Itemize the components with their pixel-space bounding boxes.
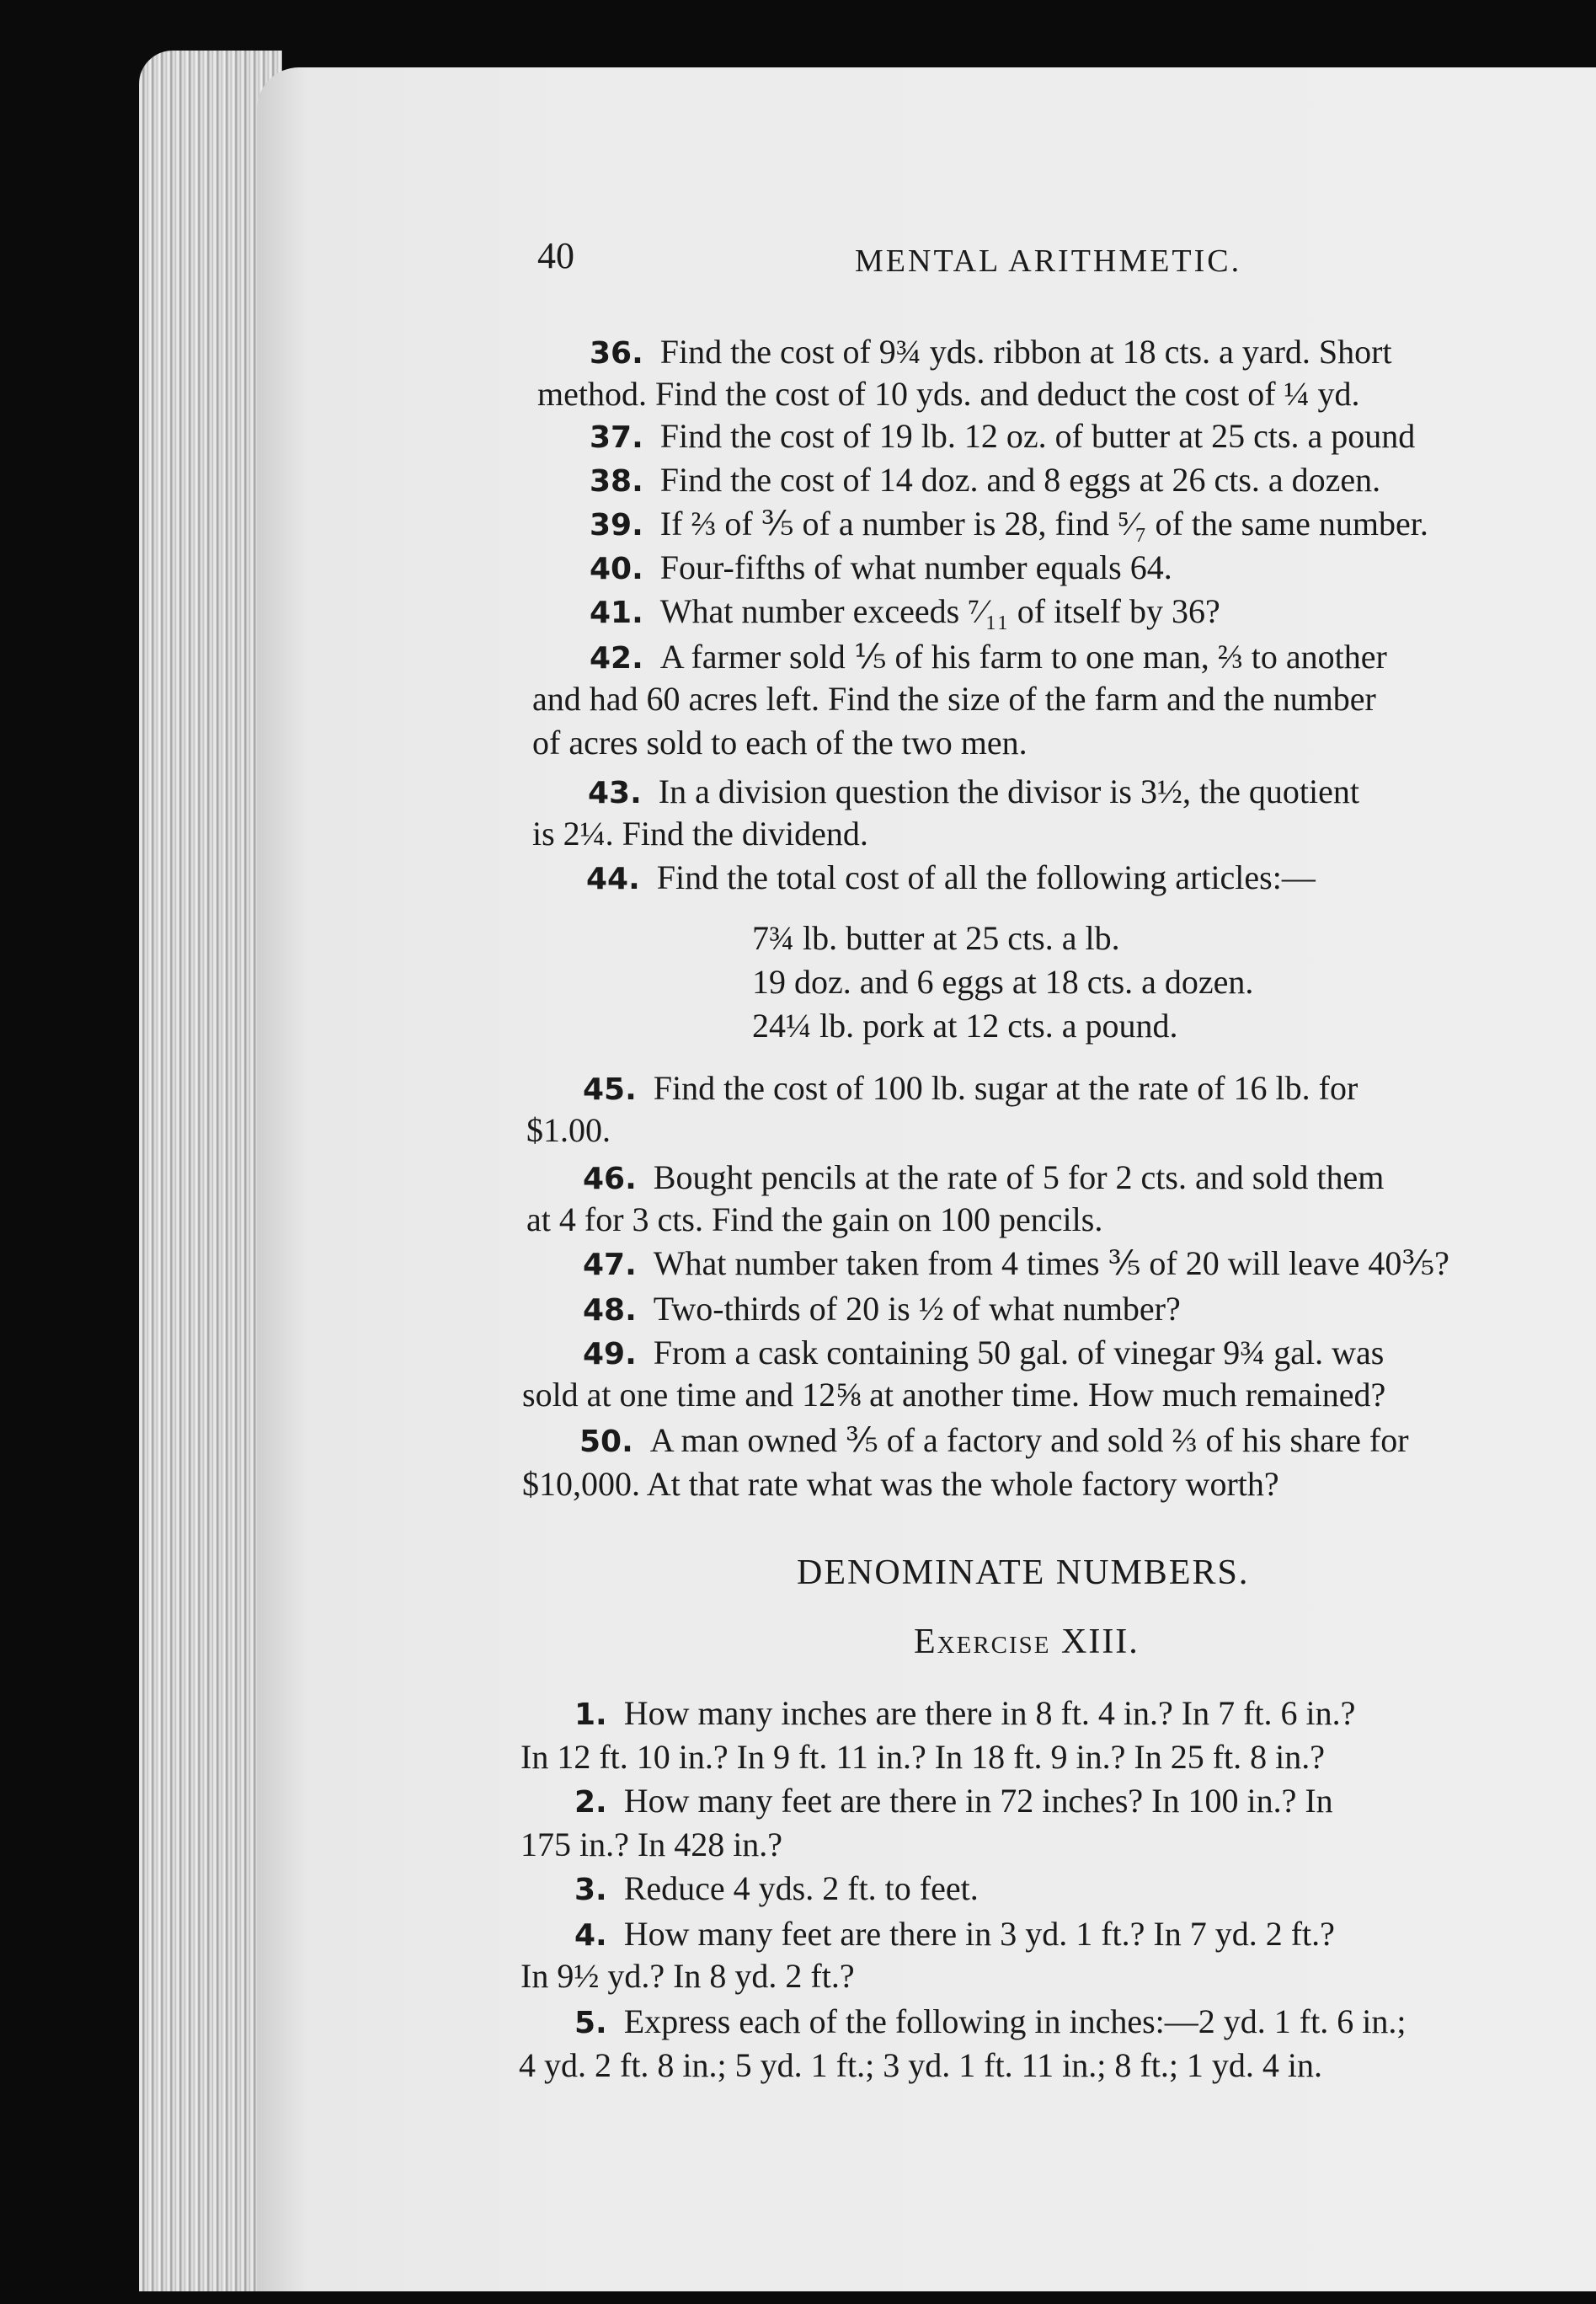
problem-44: 44. Find the total cost of all the following articles:— bbox=[586, 858, 1316, 896]
problem-50-cont: $10,000. At that rate what was the whole factory worth? bbox=[522, 1465, 1279, 1503]
page-number: 40 bbox=[537, 235, 574, 276]
page-header bbox=[0, 234, 1596, 285]
problem-36: 36. Find the cost of 9¾ yds. ribbon at 18 cts. a yard. Short bbox=[590, 333, 1392, 371]
problem-42-cont-1: and had 60 acres left. Find the size of the farm and the number bbox=[532, 680, 1376, 718]
problem-43: 43. In a division question the divisor is 3½, the quotient bbox=[588, 772, 1359, 810]
problem-45-cont: $1.00. bbox=[526, 1111, 611, 1149]
problem-39: 39. If ⅔ of ⅗ of a number is 28, find ⁵⁄₇ of the same number. bbox=[590, 505, 1428, 543]
exercise-problem-3: 3. Reduce 4 yds. 2 ft. to feet. bbox=[574, 1869, 979, 1907]
problem-48: 48. Two-thirds of 20 is ½ of what number? bbox=[583, 1290, 1181, 1328]
problem-40: 40. Four-fifths of what number equals 64. bbox=[590, 548, 1172, 586]
exercise-problem-4-cont: In 9½ yd.? In 8 yd. 2 ft.? bbox=[520, 1957, 855, 1995]
problem-38: 38. Find the cost of 14 doz. and 8 eggs at 26 cts. a dozen. bbox=[590, 461, 1381, 499]
exercise-problem-5-cont: 4 yd. 2 ft. 8 in.; 5 yd. 1 ft.; 3 yd. 1 ft. 11 in.; 8 ft.; 1 yd. 4 in. bbox=[519, 2046, 1323, 2084]
exercise-problem-1-cont: In 12 ft. 10 in.? In 9 ft. 11 in.? In 18 ft. 9 in.? In 25 ft. 8 in.? bbox=[520, 1738, 1325, 1776]
article-item: 19 doz. and 6 eggs at 18 cts. a dozen. bbox=[752, 963, 1254, 1001]
problem-46: 46. Bought pencils at the rate of 5 for 2 cts. and sold them bbox=[583, 1158, 1385, 1196]
problem-37: 37. Find the cost of 19 lb. 12 oz. of butter at 25 cts. a pound bbox=[590, 417, 1416, 455]
problem-36-cont: method. Find the cost of 10 yds. and deduct the cost of ¼ yd. bbox=[537, 375, 1360, 413]
problem-41: 41. What number exceeds ⁷⁄₁₁ of itself by 36? bbox=[590, 592, 1220, 630]
exercise-problem-5: 5. Express each of the following in inches:—2 yd. 1 ft. 6 in.; bbox=[574, 2002, 1407, 2040]
problem-45: 45. Find the cost of 100 lb. sugar at the rate of 16 lb. for bbox=[583, 1069, 1358, 1107]
problem-49-cont: sold at one time and 12⅝ at another time. How much remained? bbox=[522, 1376, 1386, 1414]
problem-46-cont: at 4 for 3 cts. Find the gain on 100 pencils. bbox=[526, 1200, 1103, 1238]
problem-49: 49. From a cask containing 50 gal. of vinegar 9¾ gal. was bbox=[583, 1334, 1385, 1371]
exercise-problem-2: 2. How many feet are there in 72 inches? In 100 in.? In bbox=[574, 1782, 1333, 1820]
exercise-title: Exercise XIII. bbox=[914, 1622, 1140, 1661]
exercise-problem-1: 1. How many inches are there in 8 ft. 4 in.? In 7 ft. 6 in.? bbox=[574, 1694, 1356, 1732]
section-title: DENOMINATE NUMBERS. bbox=[797, 1553, 1250, 1592]
problem-43-cont: is 2¼. Find the dividend. bbox=[532, 815, 868, 853]
running-head: MENTAL ARITHMETIC. bbox=[855, 243, 1242, 279]
problem-47: 47. What number taken from 4 times ⅗ of 20 will leave 40⅗? bbox=[583, 1244, 1449, 1282]
article-item: 24¼ lb. pork at 12 cts. a pound. bbox=[752, 1007, 1178, 1045]
article-item: 7¾ lb. butter at 25 cts. a lb. bbox=[752, 919, 1120, 957]
problem-50: 50. A man owned ⅗ of a factory and sold ⅔ of his share for bbox=[579, 1421, 1409, 1459]
problem-42: 42. A farmer sold ⅕ of his farm to one man, ⅔ to another bbox=[590, 638, 1387, 676]
exercise-problem-4: 4. How many feet are there in 3 yd. 1 ft.? In 7 yd. 2 ft.? bbox=[574, 1915, 1335, 1953]
exercise-problem-2-cont: 175 in.? In 428 in.? bbox=[520, 1826, 783, 1863]
problem-42-cont-2: of acres sold to each of the two men. bbox=[532, 724, 1028, 762]
